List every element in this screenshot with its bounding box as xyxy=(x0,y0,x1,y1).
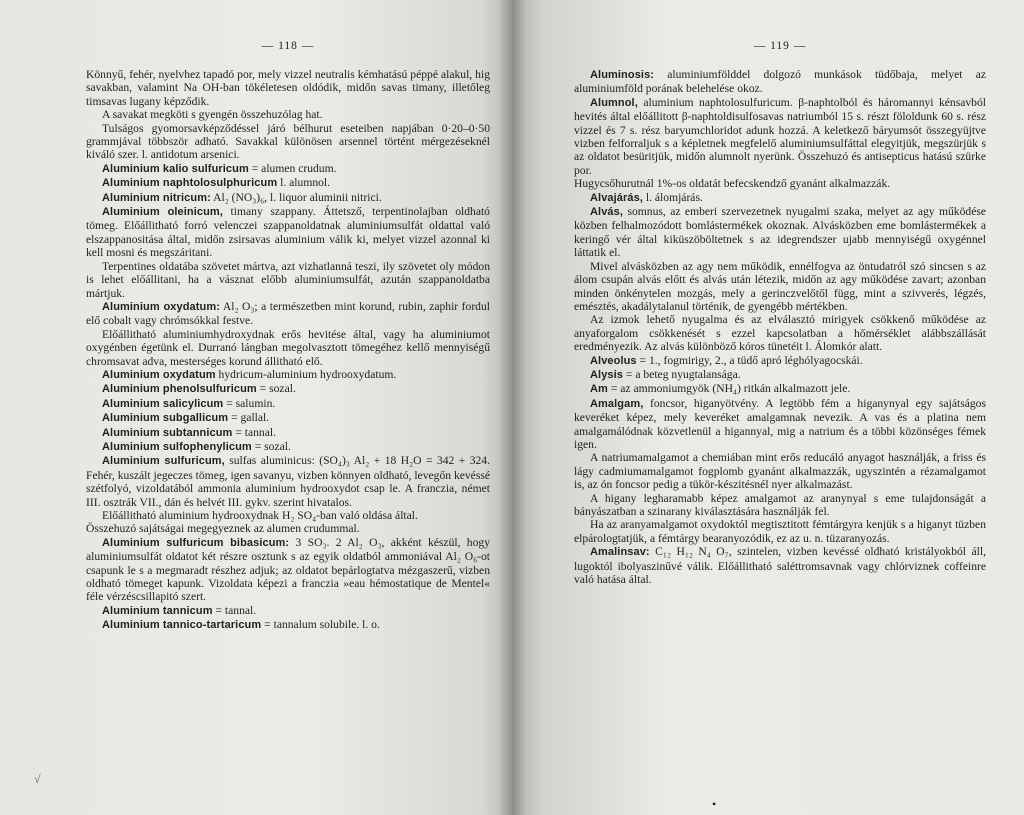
dictionary-entry xyxy=(86,454,490,509)
entry-term: Aluminium phenolsulfuricum xyxy=(102,383,257,396)
dictionary-entry xyxy=(86,176,490,190)
entry-term: Aluminium subgallicum xyxy=(102,412,229,425)
body-paragraph: Mivel alvásközben az agy nem működik, ennélfogva az öntudatról szó sincsen s az álom csupán alvás előtt és alvás után létezik, midőn az agy működése zavart; azonban minden önkénytelen mozgás, mely a gerinczvelőtől függ, mint a szivverés, légzés, emésztés, akadálytalanul történik, de gyengébb mértékben. xyxy=(574,259,986,313)
body-paragraph: Könnyű, fehér, nyelvhez tapadó por, mely vizzel neutralis kémhatású péppé alakul, hig savakban, valamint Na OH-ban tökéletesen oldódik, midőn savas timany, illetőleg timsavas lugany képződik. xyxy=(86,68,490,108)
body-paragraph: A natriumamalgamot a chemiában mint erős reducáló anyagot használják, a friss és lágy cadmiumamalgamot fogplomb gyanánt alkalmazzák, ugyszintén a rézamalgamot is, az ón foncsor pedig a tükör-készitésnél nyer alkalmazást. xyxy=(574,451,986,492)
entry-definition: aluminium naphtolosulfuricum. β-naphtolból és háromannyi kénsavból hevités által előállitott β-naphtoldisulfosavas natriumból 15 s. részt föloldunk 60 s. rész vizzel és 7 s. rész baryumchloridot adunk hozzá. A keletkező báryumsót összegyüjtve vizben felforraljuk s a képletnek megfelelő aluminiumsulfáttal elegyitjük, megszürjük s az oldatot besüritjük, midőn alumnolt nyerünk. Összehuzó és antisepticus hatású szürke por. xyxy=(574,95,986,177)
entry-definition: = 1., fogmirigy, 2., a tüdő apró léghólyagocskái. xyxy=(636,353,863,367)
dictionary-entry xyxy=(86,604,490,618)
entry-term: Aluminium oxydatum: xyxy=(102,300,220,313)
entry-term: Amalinsav: xyxy=(590,546,650,559)
entry-term: Am xyxy=(590,383,608,396)
dictionary-entry xyxy=(86,300,490,328)
body-paragraph: A higany legharamabb képez amalgamot az aranynyal s eme tulajdonságát a bányászatban a szinarany kiválasztására használják fel. xyxy=(574,491,986,518)
entry-definition: somnus, az emberi szervezetnek nyugalmi szaka, melyet az agy működése közben felhalmozódott bomlástermékek okoznak. Alvásközben eme bomlástermékek a keringő vér által kiküszöböltetnek s az idegrendszer ujabb mennyiségű oxygénnel láttatik el. xyxy=(574,205,986,260)
body-paragraph: Összehuzó sajátságai megegyeznek az alumen crudummal. xyxy=(86,522,360,536)
entry-definition: C₁₂ H₁₂ N₄ O₇, szintelen, vizben kevéssé oldható kristályokból áll, lugoktól ibolyaszinűvé válik. Előállitható saléttromsavnak vagy chlórviznek coffeinre való hatása által. xyxy=(574,545,986,587)
entry-term: Aluminium oleinicum, xyxy=(102,206,223,219)
dictionary-entry xyxy=(86,397,490,411)
dictionary-entry xyxy=(574,545,986,586)
dictionary-entry xyxy=(574,397,986,452)
dictionary-entry xyxy=(86,536,490,604)
entry-definition: = salumin. xyxy=(223,396,276,410)
right-body-text xyxy=(574,68,986,586)
dictionary-entry xyxy=(574,368,986,382)
entry-term: Aluminium oxydatum xyxy=(102,368,216,381)
dictionary-entry xyxy=(574,205,986,260)
entry-definition: = tannal. xyxy=(212,603,257,617)
entry-term: Aluminium tannico-tartaricum xyxy=(102,619,262,632)
entry-term: Alvajárás, xyxy=(590,191,643,204)
body-paragraph: Az izmok lehető nyugalma és az elválasztó mirigyek csökkenő működése az anyaforgalom csökkenését s ezzel kapcsolatban a hőmérséklet alábbszállását eredményezik. Az alvás különböző kóros tünetéit l. Álomkór alatt. xyxy=(574,313,986,354)
dot-mark: • xyxy=(712,797,717,811)
body-paragraph: A savakat megköti s gyengén összehuzólag hat. xyxy=(102,108,323,122)
entry-definition: = az ammoniumgyök (NH₄) ritkán alkalmazott jele. xyxy=(607,382,851,396)
entry-definition: = a beteg nyugtalansága. xyxy=(623,367,741,381)
page-number-left: — 118 — xyxy=(261,40,315,52)
entry-term: Aluminium salicylicum xyxy=(102,397,224,410)
dictionary-entry xyxy=(574,191,986,205)
entry-definition: sulfas aluminicus: (SO₄)₃ Al₂ + 18 H₂O = 342 + 324. Fehér, kuszált jegeczes tömeg, igen savanyu, vizben könnyen oldható, levegőn kevéssé szétfolyó, vizoldatából ammonia aluminium hydrooxydot csap le. A franczia, német III. osztrák VII., dán és helvét III. gykv. szerint hivatalos. xyxy=(86,454,490,509)
entry-term: Alysis xyxy=(590,368,624,381)
entry-definition: l. álomjárás. xyxy=(642,190,703,204)
dictionary-entry xyxy=(574,354,986,368)
entry-definition: = sozal. xyxy=(251,439,291,453)
entry-term: Aluminium subtannicum xyxy=(102,426,233,439)
body-paragraph: Előállitható aluminiumhydroxydnak erős hevitése által, vagy ha aluminiumot oxygénben égetünk el. Durranó lángban megolvasztott tömegéhez kellő mennyiségű chromsavat adva, mesterséges korund állitható elő. xyxy=(86,327,490,368)
left-body-text xyxy=(86,68,490,633)
entry-definition: = alumen crudum. xyxy=(248,161,337,175)
entry-definition: timany szappany. Áttetsző, terpentinolajban oldható tömeg. Előállitható forró velenczei szappanoldatnak aluminiumsulfát oldattal való elszappanositása által, midőn zsirsavas aluminium válik ki, melyet vizzel azonnal ki kell mosni és megszáritani. xyxy=(86,205,490,260)
entry-term: Aluminium sulfuricum bibasicum: xyxy=(102,536,290,549)
entry-term: Alveolus xyxy=(590,354,637,367)
entry-term: Alvás, xyxy=(590,206,624,219)
body-paragraph: Hugycsőhurutnál 1%-os oldatát befecskendző gyanánt alkalmazzák. xyxy=(574,177,891,191)
body-paragraph: Előállitható aluminium hydrooxydnak H₂ SO₄-ban való oldása által. xyxy=(102,509,418,522)
body-paragraph: Ha az aranyamalgamot oxydoktól megtisztitott fémtárgyra kenjük s a higanyt tüzben elpárologtatjük, a fémtárgy bearanyozódik, ez az u. n. tüzaranyozás. xyxy=(574,518,986,545)
page-number-right: — 119 — xyxy=(753,40,807,52)
entry-definition: 3 SO₃. 2 Al₂ O₃, akként készül, hogy aluminiumsulfát oldatot két részre osztunk s az egyik oldatból ammoniával Al₂ O₆-ot csapunk le s a megmaradt részhez adjuk; az oldatot bepárlogtatva mézgaszerű, vizben oldható tömeget kapunk. Vizoldata képezi a franczia »eau hémostatique de Mentel« féle vérzéscsillapitó szert. xyxy=(86,535,490,604)
entry-definition: foncsor, higanyötvény. A legtöbb fém a higanynyal egy sajátságos keveréket képez, mely keveréket amalgamnak nevezik. A vas és a platina nem amalgamálódnak közvetlenül a higannyal, mig a natrium és a többi közönséges fémek igen. xyxy=(574,396,986,451)
dictionary-entry xyxy=(86,205,490,260)
entry-definition: hydricum-aluminium hydrooxydatum. xyxy=(215,367,397,381)
entry-term: Aluminium sulfophenylicum xyxy=(102,440,252,453)
entry-term: Aluminium nitricum: xyxy=(102,191,211,204)
dictionary-entry xyxy=(574,96,986,177)
margin-checkmark: √ xyxy=(34,772,41,786)
entry-definition: = tannal. xyxy=(232,425,276,439)
entry-term: Alumnol, xyxy=(590,96,638,109)
dictionary-entry xyxy=(86,411,490,425)
dictionary-entry xyxy=(86,191,490,205)
dictionary-entry xyxy=(86,426,490,440)
dictionary-entry xyxy=(86,162,490,176)
dictionary-entry xyxy=(86,382,490,396)
dictionary-entry xyxy=(574,382,986,396)
entry-definition: = tannalum solubile. l. o. xyxy=(261,618,380,632)
entry-definition: = gallal. xyxy=(228,411,270,425)
right-page xyxy=(512,0,1024,815)
dictionary-entry xyxy=(86,618,490,632)
entry-term: Aluminium sulfuricum, xyxy=(102,455,225,468)
body-paragraph: Terpentines oldatába szövetet mártva, azt vizhatlanná teszi, ily szövetet oly módon is lehet előállitani, ha a vásznat előbb aluminiumsulfát, azután szappanoldatba mártjuk. xyxy=(86,259,490,300)
entry-term: Aluminosis: xyxy=(590,69,655,81)
dictionary-entry xyxy=(86,368,490,382)
entry-definition: Al₂ (NO₃)₆, l. liquor aluminii nitrici. xyxy=(210,190,382,204)
entry-term: Aluminium kalio sulfuricum xyxy=(102,162,249,175)
entry-definition: = sozal. xyxy=(256,382,296,396)
entry-term: Aluminium naphtolosulphuricum xyxy=(102,177,278,190)
dictionary-entry xyxy=(86,440,490,454)
entry-term: Amalgam, xyxy=(590,397,644,410)
entry-definition: Al₂ O₃; a természetben mint korund, rubin, zaphir fordul elő cobalt vagy chrómsókkal festve. xyxy=(86,299,490,328)
entry-definition: aluminiumfölddel dolgozó munkások tüdőbaja, melyet az aluminiumföld porának belehelése okoz. xyxy=(574,68,986,96)
body-paragraph: Tulságos gyomorsavképződéssel járó bélhurut eseteiben napjában 0·20–0·50 grammjával többször adható. Savakkal különösen arsennel történt mérgezéseknél kiváló szer. l. antidotum arsenici. xyxy=(86,121,490,162)
dictionary-entry xyxy=(574,68,986,96)
entry-definition: l. alumnol. xyxy=(277,176,331,190)
entry-term: Aluminium tannicum xyxy=(102,604,213,617)
